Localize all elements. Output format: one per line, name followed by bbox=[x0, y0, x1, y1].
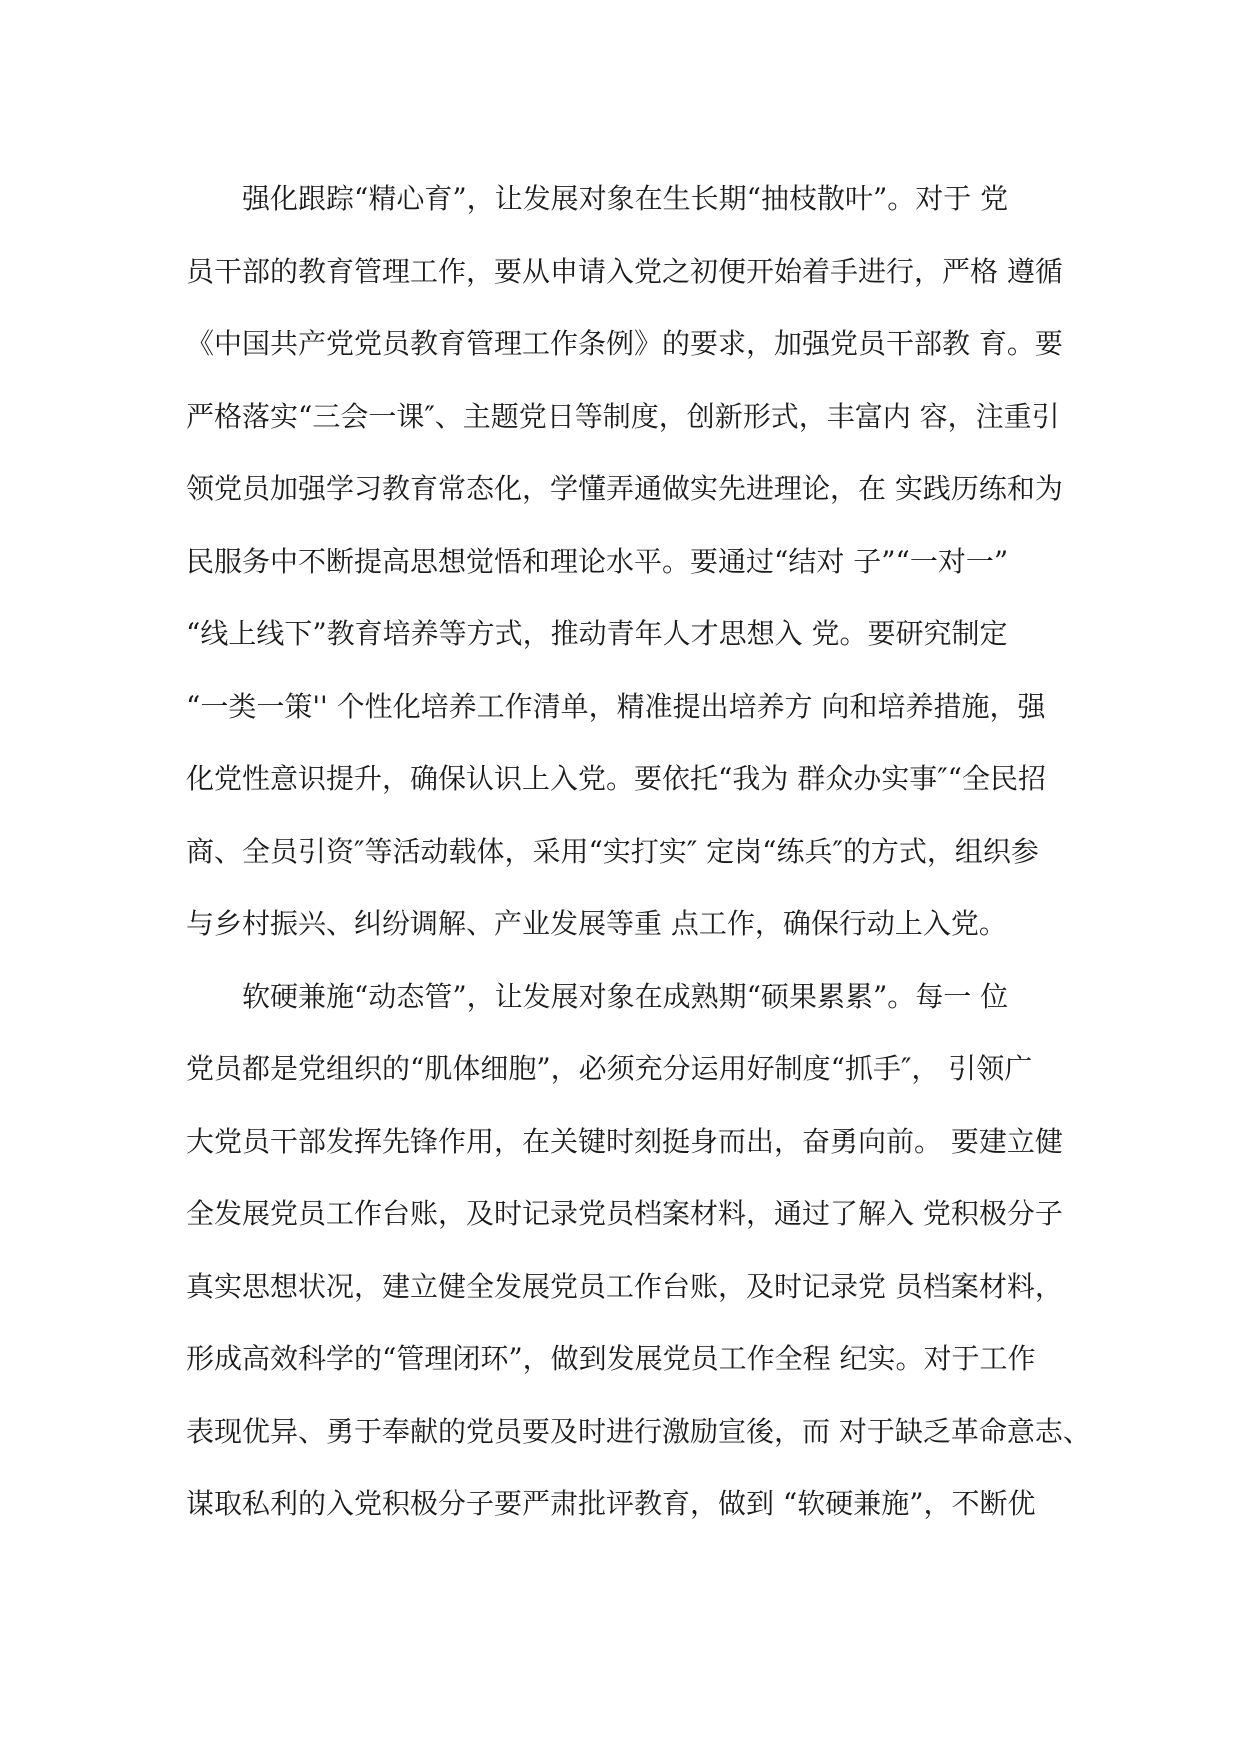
text-line: 与乡村振兴、纠纷调解、产业发展等重 点工作，确保行动上入党。 bbox=[186, 907, 1007, 940]
text-line: “线上线下”教育培养等方式，推动青年人才思想入 党。要研究制定 bbox=[186, 617, 1008, 650]
body-text bbox=[186, 171, 1091, 1549]
text-line: 形成高效科学的“管理闭环”，做到发展党员工作全程 纪实。对于工作 bbox=[186, 1342, 1036, 1375]
text-line: 《中国共产党党员教育管理工作条例》的要求，加强党员干部教 育。要 bbox=[186, 327, 1063, 360]
text-line: “一类一策'' 个性化培养工作清单，精准提出培养方 向和培养措施，强 bbox=[186, 689, 1046, 723]
text-line: 员干部的教育管理工作，要从申请入党之初便开始着手进行，严格 遵循 bbox=[186, 254, 1063, 288]
text-line: 化党性意识提升，确保认识上入党。要依托“我为 群众办实事″“全民招 bbox=[186, 762, 1046, 795]
text-line: 严格落实“三会一课″、主题党日等制度，创新形式，丰富内 容，注重引 bbox=[186, 399, 1060, 433]
text-line: 党员都是党组织的“肌体细胞”，必须充分运用好制度“抓手″， 引领广 bbox=[186, 1052, 1033, 1085]
text-line: 表现优异、勇于奉献的党员要及时进行激励宣後，而 对于缺乏革命意志、 bbox=[186, 1414, 1091, 1448]
text-line: 商、全员引资″等活动载体，采用“实打实″ 定岗“练兵″的方式，组织参 bbox=[186, 834, 1039, 868]
text-line: 全发展党员工作台账，及时记录党员档案材料，通过了解入 党积极分子 bbox=[186, 1197, 1063, 1230]
text-line: 软硬兼施“动态管”，让发展对象在成熟期“硕果累累”。每一 位 bbox=[186, 979, 1009, 1013]
text-line: 大党员干部发挥先锋作用，在关键时刻挺身而出，奋勇向前。 要建立健 bbox=[186, 1124, 1063, 1158]
text-line: 真实思想状况，建立健全发展党员工作台账，及时记录党 员档案材料， bbox=[186, 1269, 1063, 1303]
text-line: 谋取私利的入党积极分子要严肃批评教育，做到 “软硬兼施”，不断优 bbox=[186, 1487, 1036, 1520]
text-line: 民服务中不断提高思想觉悟和理论水平。要通过“结对 子”“一对一” bbox=[186, 544, 1009, 578]
text-line: 领党员加强学习教育常态化，学懂弄通做实先进理论，在 实践历练和为 bbox=[186, 472, 1063, 505]
text-line: 强化跟踪“精心育”，让发展对象在生长期“抽枝散叶”。对于 党 bbox=[186, 182, 1009, 215]
